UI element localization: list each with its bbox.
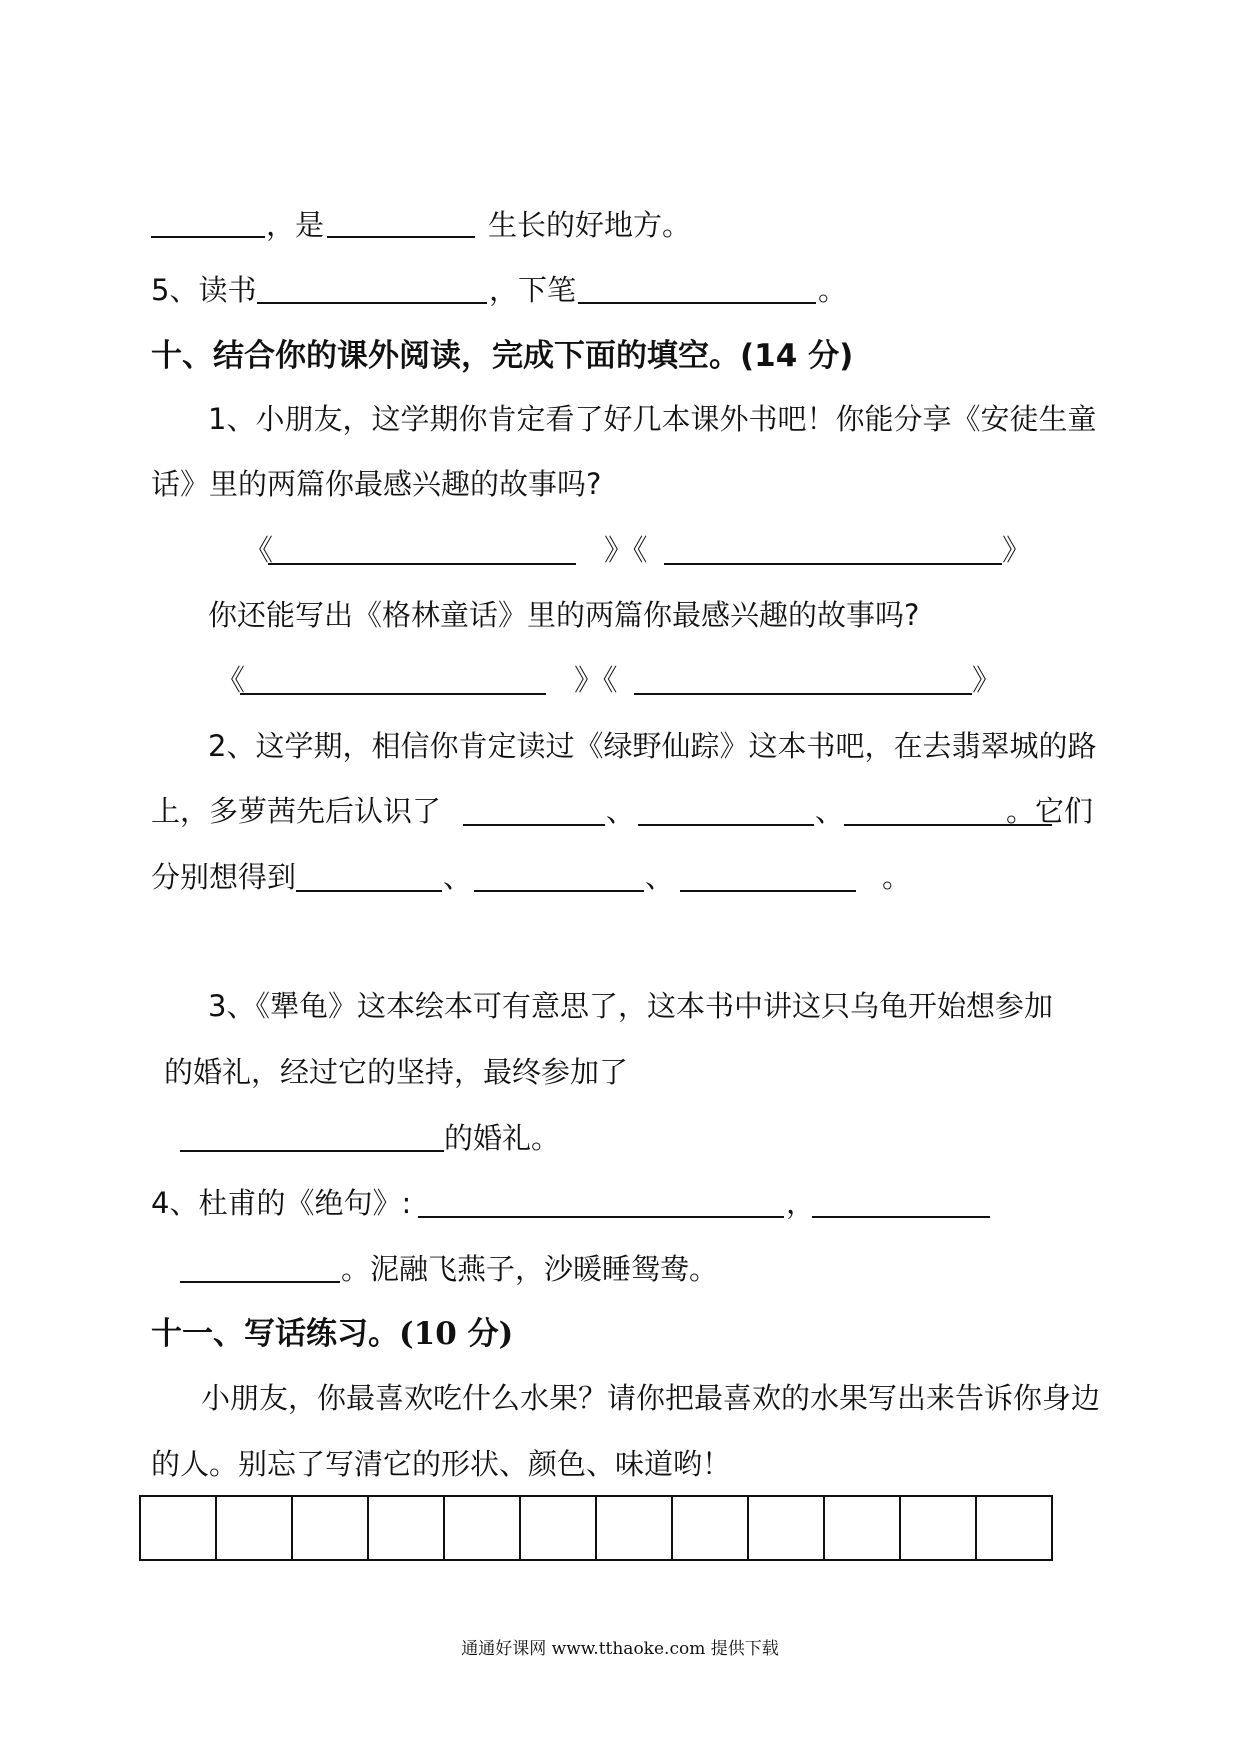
q4-comma: ， (786, 1186, 816, 1220)
q1-line1: 1、小朋友，这学期你肯定看了好几本课外书吧！你能分享《安徒生童 (208, 402, 1097, 436)
text-comma-shi: ，是 (266, 208, 325, 242)
q2-sep-3: 、 (443, 860, 473, 894)
section-11-heading: 十一、写话练习。(10 分) (151, 1316, 514, 1352)
writing-grid-cell[interactable] (217, 1497, 293, 1559)
blank-line1-a[interactable] (151, 236, 265, 238)
blank-poem-line-1[interactable] (418, 1216, 784, 1218)
writing-grid-cell[interactable] (977, 1497, 1051, 1559)
blank-line1-b[interactable] (327, 236, 475, 238)
blank-wish-3[interactable] (680, 890, 856, 892)
q2-sep-1: 、 (606, 794, 636, 828)
q1-bracket-open-2: 《 (216, 663, 246, 697)
q4-line2-end: 。泥融飞燕子，沙暖睡鸳鸯。 (341, 1252, 719, 1286)
q2-line2-end: 。它们 (1006, 794, 1094, 828)
blank-grimm-story-2[interactable] (634, 693, 972, 695)
text-q5-read: 5、读书 (151, 273, 257, 307)
blank-wish-2[interactable] (474, 890, 644, 892)
q2-sep-2: 、 (815, 794, 845, 828)
q1-bracket-close-1: 》 (1002, 533, 1032, 567)
q1-bracket-mid-2: 》《 (574, 663, 618, 697)
writing-prompt-line1: 小朋友，你最喜欢吃什么水果？请你把最喜欢的水果写出来告诉你身边 (201, 1381, 1101, 1415)
q2-line1: 2、这学期，相信你肯定读过《绿野仙踪》这本书吧，在去翡翠城的路 (208, 729, 1097, 763)
blank-andersen-story-1[interactable] (268, 563, 576, 565)
blank-poem-line-3[interactable] (180, 1281, 340, 1283)
writing-grid-cell[interactable] (673, 1497, 749, 1559)
writing-grid-cell[interactable] (597, 1497, 673, 1559)
text-growth-place: 生长的好地方。 (488, 208, 692, 242)
writing-grid-cell[interactable] (141, 1497, 217, 1559)
blank-q5-write[interactable] (578, 302, 816, 304)
writing-grid-cell[interactable] (901, 1497, 977, 1559)
page-footer: 通通好课网 www.tthaoke.com 提供下载 (461, 1639, 779, 1659)
blank-poem-line-2[interactable] (812, 1216, 990, 1218)
q1-bracket-open-1: 《 (244, 533, 274, 567)
writing-grid (139, 1495, 1053, 1561)
writing-grid-cell[interactable] (293, 1497, 369, 1559)
q1-line2: 话》里的两篇你最感兴趣的故事吗? (151, 467, 602, 501)
writing-grid-cell[interactable] (445, 1497, 521, 1559)
q2-sep-4: 、 (645, 860, 675, 894)
writing-grid-cell[interactable] (521, 1497, 597, 1559)
blank-companion-1[interactable] (463, 824, 605, 826)
blank-wedding[interactable] (180, 1150, 444, 1152)
blank-grimm-story-1[interactable] (240, 693, 546, 695)
text-q5-write: ，下笔 (489, 273, 577, 307)
writing-grid-cell[interactable] (749, 1497, 825, 1559)
section-10-heading: 十、结合你的课外阅读，完成下面的填空。(14 分) (151, 338, 854, 374)
q2-line3-end: 。 (882, 860, 912, 894)
writing-grid-cell[interactable] (369, 1497, 445, 1559)
q1-bracket-close-2: 》 (972, 663, 1002, 697)
writing-grid-cell[interactable] (825, 1497, 901, 1559)
blank-companion-2[interactable] (638, 824, 814, 826)
text-q5-end: 。 (818, 273, 848, 307)
q2-line3-start: 分别想得到 (151, 860, 297, 894)
q4-line1-start: 4、杜甫的《绝句》: (151, 1186, 412, 1220)
q2-line2-start: 上，多萝茜先后认识了 (151, 794, 442, 828)
q3-line3-end: 的婚礼。 (444, 1121, 561, 1155)
q3-line2: 的婚礼，经过它的坚持，最终参加了 (164, 1055, 629, 1089)
blank-andersen-story-2[interactable] (664, 563, 1002, 565)
writing-prompt-line2: 的人。别忘了写清它的形状、颜色、味道哟！ (151, 1447, 732, 1481)
q1-bracket-mid-1: 》《 (604, 533, 648, 567)
blank-q5-read[interactable] (257, 302, 487, 304)
blank-wish-1[interactable] (296, 890, 442, 892)
q3-line1: 3、《犟龟》这本绘本可有意思了，这本书中讲这只乌龟开始想参加 (208, 989, 1053, 1023)
q1-line3: 你还能写出《格林童话》里的两篇你最感兴趣的故事吗? (208, 598, 920, 632)
